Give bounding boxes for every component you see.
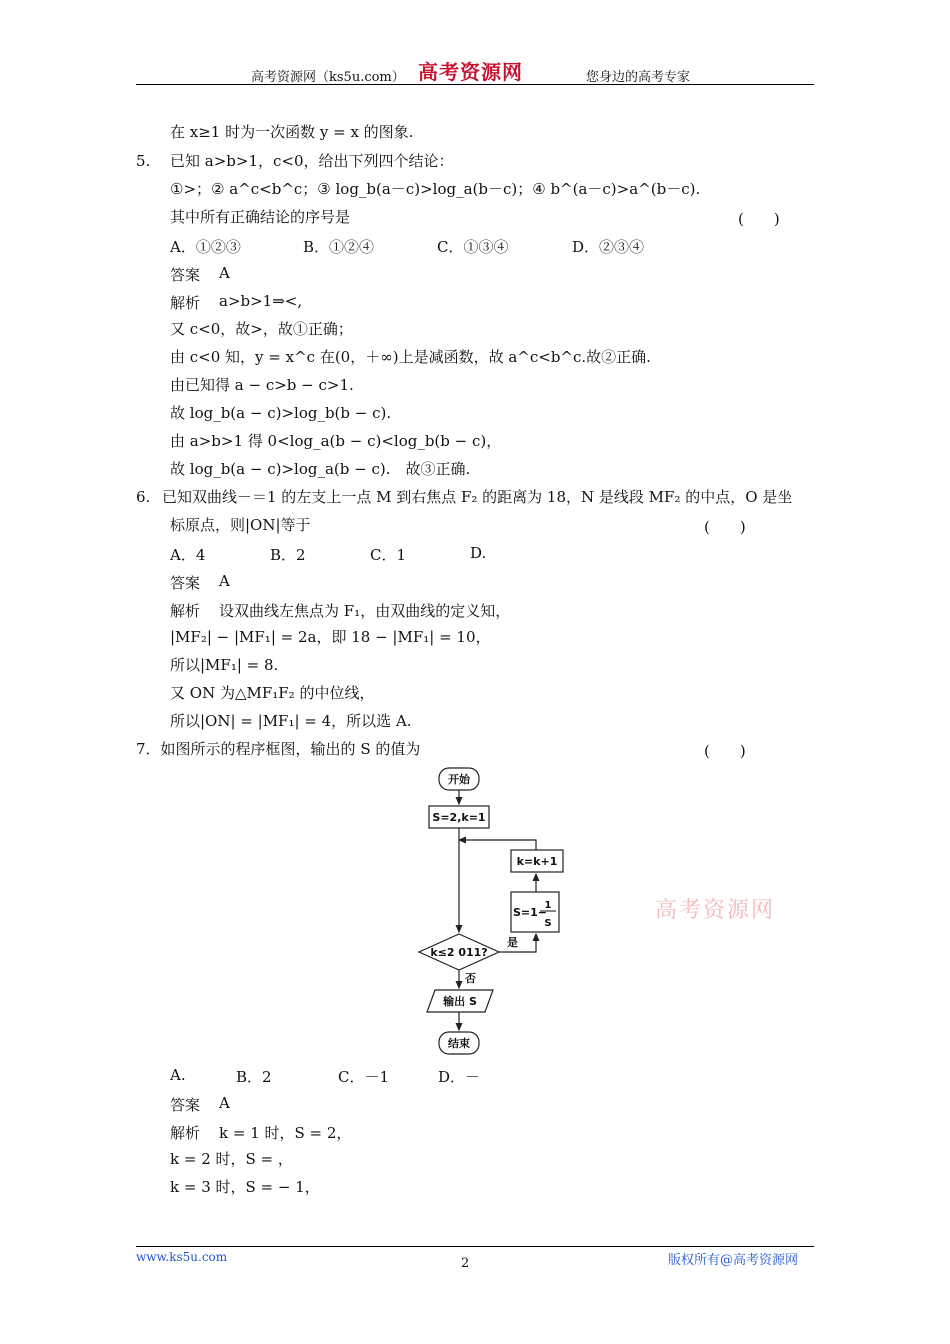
footer-copyright: 版权所有@高考资源网: [668, 1253, 799, 1268]
answer-value: A: [219, 572, 230, 590]
question-stem: 7．如图所示的程序框图，输出的 S 的值为: [136, 740, 421, 758]
update-denominator: S: [544, 918, 552, 929]
option-a: A．4: [170, 546, 206, 564]
option-d: D.: [470, 544, 487, 562]
page-header: [136, 62, 814, 86]
solution-line: k = 2 时，S = ，: [170, 1150, 293, 1168]
option-a: A.: [170, 1066, 186, 1084]
condition-label: k≤2 011?: [430, 946, 488, 959]
update-label: S=1−: [513, 906, 548, 919]
no-label: 否: [465, 972, 476, 985]
solution-label: 解析: [170, 294, 201, 312]
question-stem-cont: 标原点，则|ON|等于: [170, 516, 311, 534]
solution-line: 由 c<0 知，y = x^c 在(0，＋∞)上是减函数，故 a^c<b^c.故②正确.: [170, 348, 651, 366]
option-b: B．2: [270, 546, 306, 564]
answer-label: 答案: [170, 574, 201, 592]
option-a: A．①②③: [170, 238, 241, 256]
solution-line: 设双曲线左焦点为 F₁，由双曲线的定义知，: [219, 602, 511, 620]
footer-link[interactable]: www.ks5u.com: [136, 1250, 228, 1264]
text-line: 在 x≥1 时为一次函数 y = x 的图象.: [170, 123, 414, 141]
header-rule: [136, 84, 814, 85]
init-label: S=2,k=1: [432, 811, 486, 824]
option-b: B．①②④: [303, 238, 375, 256]
question-stem: 已知双曲线－＝1 的左支上一点 M 到右焦点 F₂ 的距离为 18，N 是线段 MF₂ 的中点，O 是坐: [162, 488, 793, 506]
page-number: 2: [461, 1256, 470, 1271]
solution-line: 又 c<0，故>，故①正确；: [170, 320, 353, 338]
solution-line: k = 1 时，S = 2，: [219, 1124, 352, 1142]
answer-label: 答案: [170, 266, 201, 284]
solution-line: 故 log_b(a − c)>log_b(b − c).: [170, 404, 392, 422]
option-b: B．2: [236, 1068, 272, 1086]
solution-line: 所以|MF₁| = 8.: [170, 656, 279, 674]
solution-line: a>b>1⇒<,: [219, 292, 303, 310]
solution-line: 由已知得 a − c>b − c>1.: [170, 376, 354, 394]
option-d: D．②③④: [572, 238, 645, 256]
answer-paren: ( ): [704, 742, 746, 760]
yes-label: 是: [507, 936, 518, 949]
question-stem: 已知 a>b>1，c<0，给出下列四个结论：: [170, 152, 454, 170]
solution-label: 解析: [170, 1124, 201, 1142]
question-number: 6.: [136, 488, 151, 506]
solution-line: |MF₂| − |MF₁| = 2a，即 18 − |MF₁| = 10，: [170, 628, 491, 646]
increment-label: k=k+1: [516, 855, 558, 868]
solution-line: 又 ON 为△MF₁F₂ 的中位线，: [170, 684, 375, 702]
option-c: C．1: [370, 546, 407, 564]
solution-label: 解析: [170, 602, 201, 620]
answer-paren: ( ): [738, 210, 780, 228]
header-left: 高考资源网（ks5u.com）: [251, 70, 405, 85]
start-label: 开始: [448, 773, 470, 786]
solution-line: k = 3 时，S = − 1，: [170, 1178, 320, 1196]
update-numerator: 1: [544, 900, 552, 911]
loop-arrow: [459, 840, 536, 850]
answer-label: 答案: [170, 1096, 201, 1114]
program-flowchart: [415, 762, 615, 1062]
solution-line: 所以|ON| = |MF₁| = 4，所以选 A.: [170, 712, 412, 730]
question-number: 5.: [136, 152, 151, 170]
option-c: C．－1: [338, 1068, 390, 1086]
watermark: 高考资源网: [655, 898, 776, 923]
header-logo: 高考资源网: [418, 60, 523, 84]
question-ask: 其中所有正确结论的序号是: [170, 208, 351, 226]
answer-value: A: [219, 1094, 230, 1112]
answer-value: A: [219, 264, 230, 282]
output-label: 输出 S: [443, 995, 477, 1008]
option-d: D．－: [438, 1068, 481, 1086]
solution-line: 故 log_b(a − c)>log_a(b − c). 故③正确.: [170, 460, 471, 478]
solution-line: 由 a>b>1 得 0<log_a(b − c)<log_b(b − c)，: [170, 432, 502, 450]
header-right: 您身边的高考专家: [586, 70, 691, 85]
question-items: ①>；② a^c<b^c；③ log_b(a－c)>log_a(b－c)；④ b^(a－c)>a^(b－c).: [170, 180, 701, 198]
answer-paren: ( ): [704, 518, 746, 536]
footer-rule: [136, 1246, 814, 1247]
option-c: C．①③④: [437, 238, 509, 256]
end-label: 结束: [448, 1037, 470, 1050]
